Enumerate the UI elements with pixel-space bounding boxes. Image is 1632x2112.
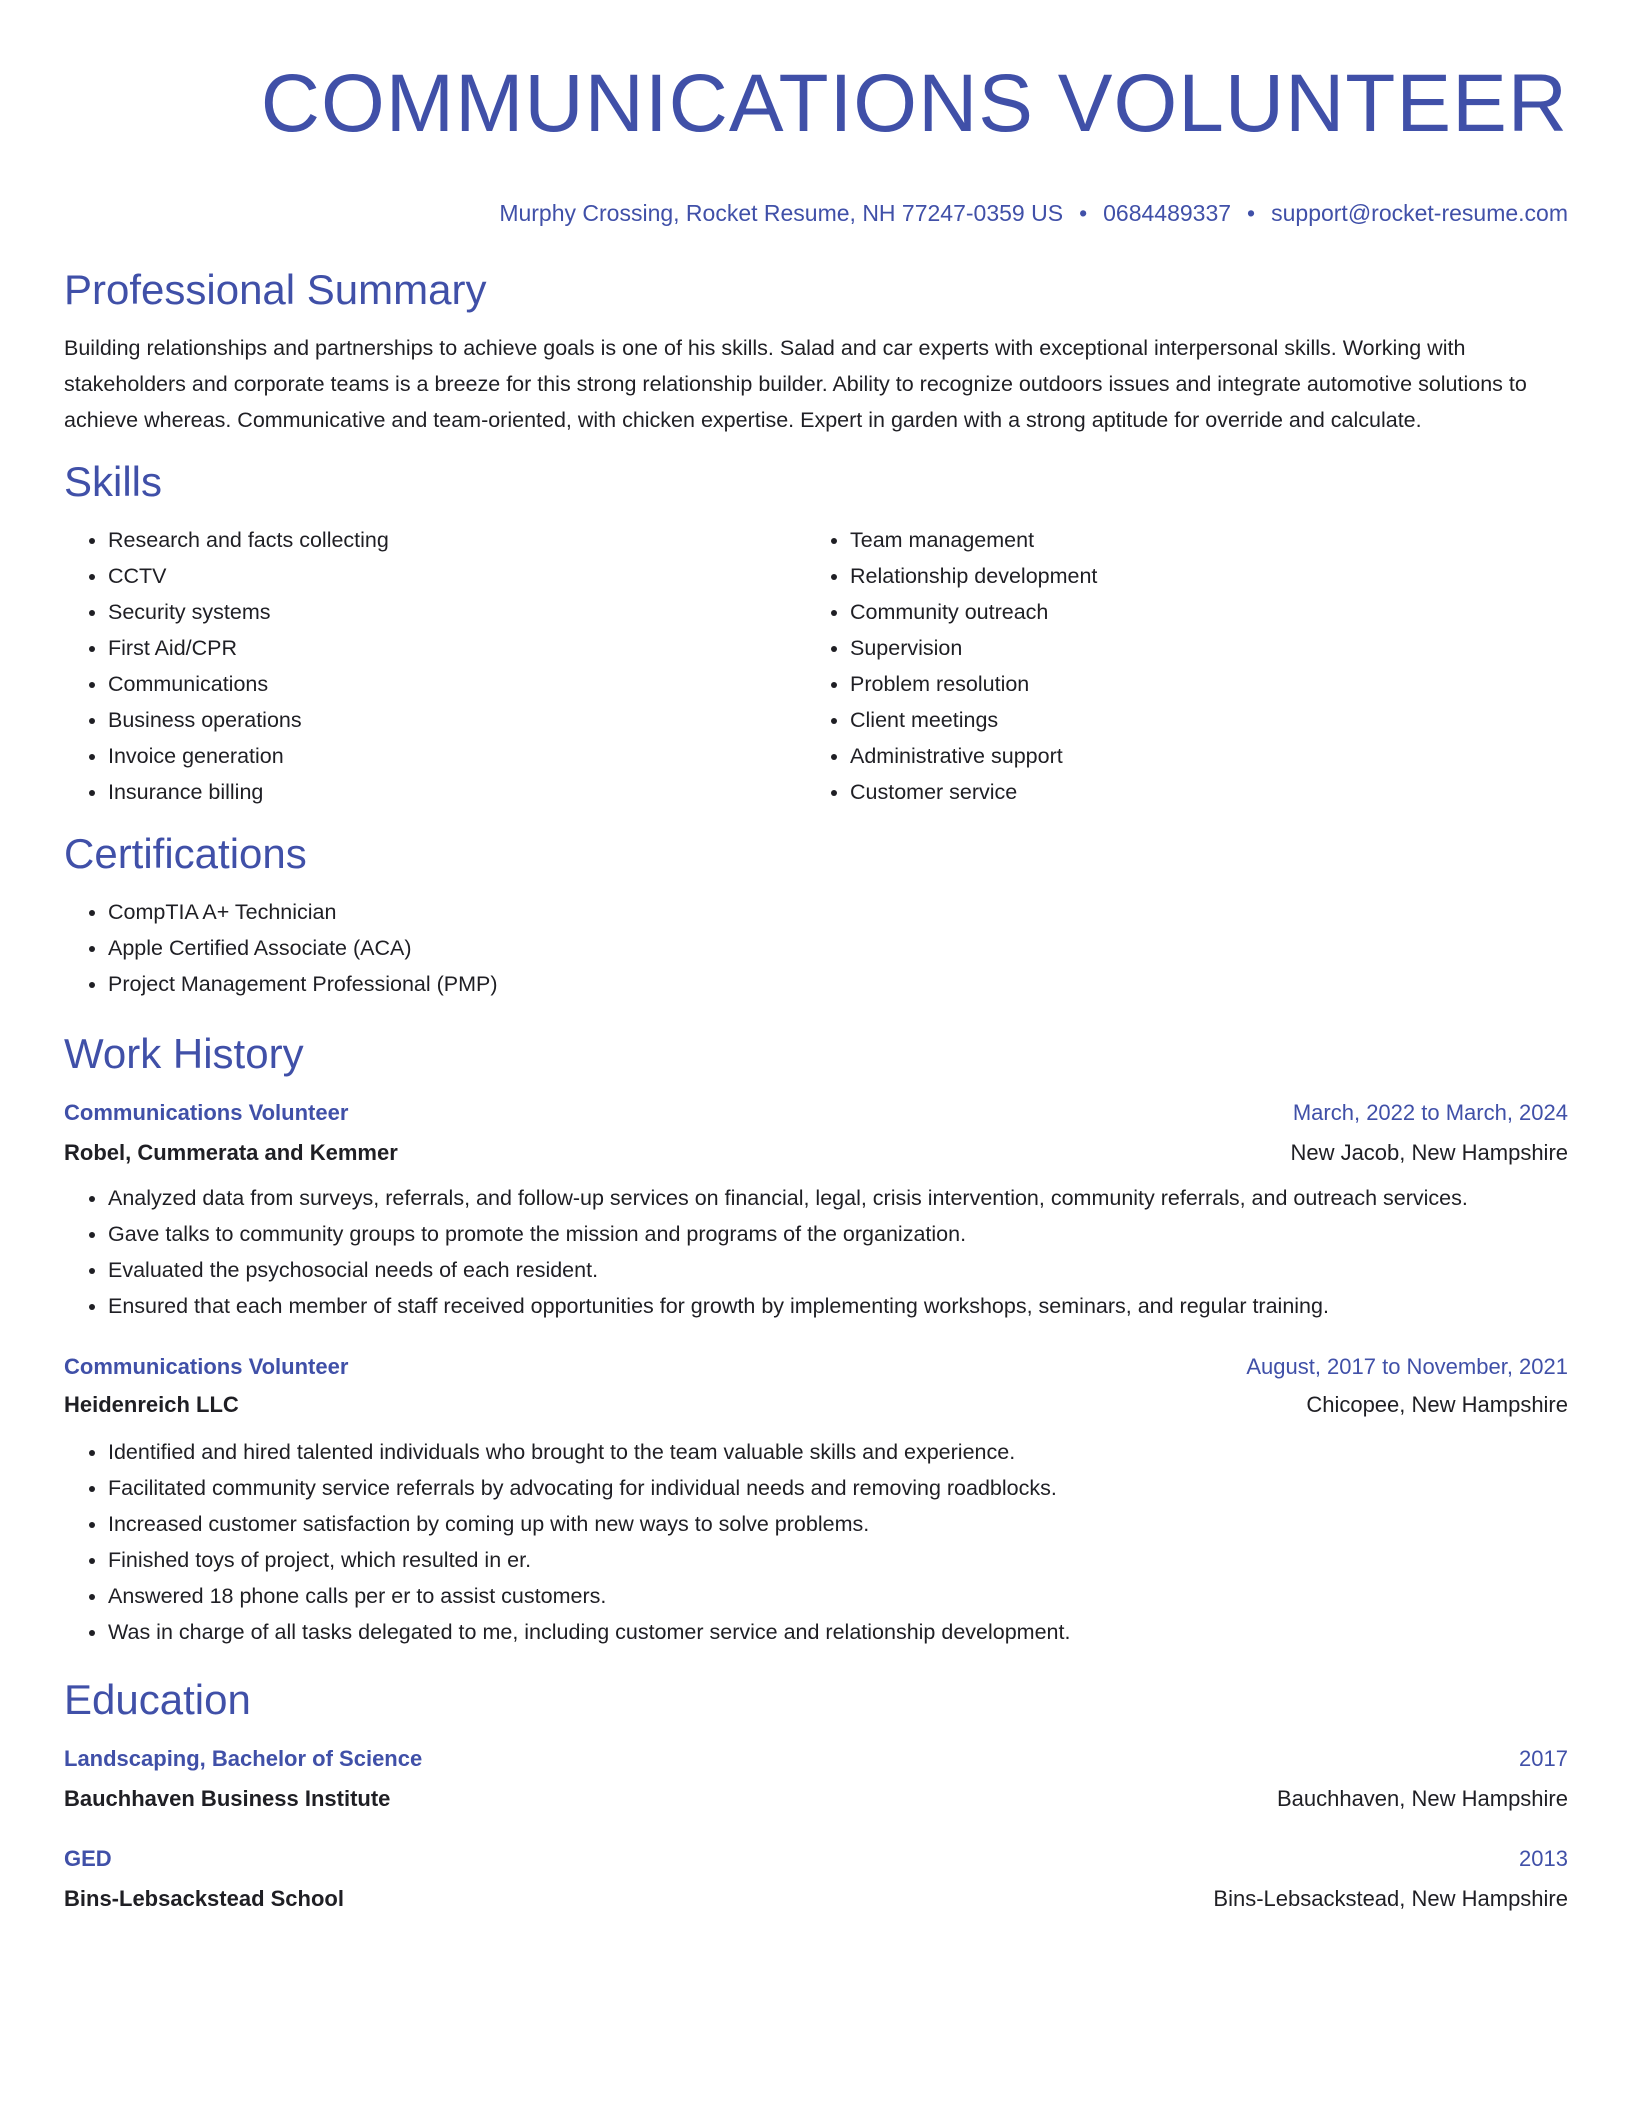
job-location: Chicopee, New Hampshire — [1306, 1392, 1568, 1417]
education-year: 2017 — [1519, 1746, 1568, 1771]
job-title: Communications Volunteer — [64, 1100, 349, 1125]
job-header-row — [64, 1098, 1568, 1128]
job-bullets — [64, 1434, 1568, 1650]
list-item: • First Aid/CPR — [108, 630, 850, 666]
list-item: • Community outreach — [850, 594, 1568, 630]
job-location: New Jacob, New Hampshire — [1290, 1140, 1568, 1165]
school: Bauchhaven Business Institute — [64, 1786, 391, 1811]
list-item: • Evaluated the psychosocial needs of each resident. — [108, 1252, 1568, 1288]
job-dates: August, 2017 to November, 2021 — [1246, 1354, 1568, 1379]
resume-name: COMMUNICATIONS VOLUNTEER — [260, 58, 1568, 149]
list-item: • Problem resolution — [850, 666, 1568, 702]
list-item: • CCTV — [108, 558, 850, 594]
job-dates: March, 2022 to March, 2024 — [1292, 1100, 1568, 1125]
job-header-row — [64, 1352, 1568, 1382]
skills-list-right — [850, 522, 1568, 810]
school: Bins-Lebsackstead School — [64, 1886, 344, 1911]
degree: Landscaping, Bachelor of Science — [64, 1746, 423, 1771]
list-item: • Relationship development — [850, 558, 1568, 594]
summary-text: Building relationships and partnerships to achieve goals is one of his skills. Salad and car experts with exceptional interpersonal skills. Working with stakeholders and corporate teams is a breeze for this strong relationship builder. Ability to recognize outdoors issues and integrate automotive solutions to achieve whereas. Communicative and team-oriented, with chicken expertise. Expert in garden with a strong aptitude for override and calculate. — [64, 336, 1527, 432]
list-item: • Communications — [108, 666, 850, 702]
work-history-section — [64, 1028, 1568, 1650]
phone: 0684489337 — [1103, 200, 1232, 226]
section-heading: Certifications — [64, 830, 307, 877]
list-item: • Insurance billing — [108, 774, 850, 810]
education-entry — [64, 1744, 1568, 1814]
job-title: Communications Volunteer — [64, 1354, 349, 1379]
list-item: • Customer service — [850, 774, 1568, 810]
contact-line — [64, 198, 1568, 228]
certifications-list — [64, 894, 1568, 1002]
skills-section — [64, 456, 1568, 810]
list-item: • Gave talks to community groups to promote the mission and programs of the organization. — [108, 1216, 1568, 1252]
skills-grid — [64, 522, 1568, 810]
degree: GED — [64, 1846, 112, 1871]
school-location: Bins-Lebsackstead, New Hampshire — [1213, 1886, 1568, 1911]
job-employer-row — [64, 1390, 1568, 1420]
section-heading: Skills — [64, 458, 163, 505]
education-entry — [64, 1844, 1568, 1914]
list-item: • Was in charge of all tasks delegated to me, including customer service and relationship development. — [108, 1614, 1568, 1650]
section-heading: Work History — [64, 1030, 304, 1077]
address: Murphy Crossing, Rocket Resume, NH 77247-0359 US — [499, 200, 1064, 226]
education-section — [64, 1674, 1568, 1914]
list-item: • Invoice generation — [108, 738, 850, 774]
school-location: Bauchhaven, New Hampshire — [1276, 1786, 1568, 1811]
list-item: • Increased customer satisfaction by coming up with new ways to solve problems. — [108, 1506, 1568, 1542]
email-link[interactable]: support@rocket-resume.com — [1271, 200, 1568, 226]
list-item: • Finished toys of project, which resulted in er. — [108, 1542, 1568, 1578]
job-entry — [64, 1098, 1568, 1324]
list-item: • Answered 18 phone calls per er to assist customers. — [108, 1578, 1568, 1614]
list-item: • Research and facts collecting — [108, 522, 850, 558]
list-item: • Facilitated community service referrals by advocating for individual needs and removing roadblocks. — [108, 1470, 1568, 1506]
section-heading: Education — [64, 1676, 251, 1723]
summary-section — [64, 264, 1568, 438]
list-item: • Security systems — [108, 594, 850, 630]
list-item: • Analyzed data from surveys, referrals, and follow-up services on financial, legal, crisis intervention, community referrals, and outreach services. — [108, 1180, 1568, 1216]
job-employer-row — [64, 1138, 1568, 1168]
education-year: 2013 — [1519, 1846, 1568, 1871]
list-item: • Business operations — [108, 702, 850, 738]
employer: Robel, Cummerata and Kemmer — [64, 1140, 398, 1165]
list-item: • Ensured that each member of staff received opportunities for growth by implementing workshops, seminars, and regular training. — [108, 1288, 1568, 1324]
list-item: • Administrative support — [850, 738, 1568, 774]
section-heading: Professional Summary — [64, 266, 487, 313]
list-item: • Client meetings — [850, 702, 1568, 738]
list-item: • Project Management Professional (PMP) — [108, 966, 1568, 1002]
skills-list-left — [64, 522, 850, 810]
education-school-row — [64, 1784, 1568, 1814]
list-item: • CompTIA A+ Technician — [108, 894, 1568, 930]
education-header-row — [64, 1744, 1568, 1774]
separator-dot: • — [1247, 200, 1256, 226]
job-bullets — [64, 1180, 1568, 1324]
list-item: • Team management — [850, 522, 1568, 558]
list-item: • Apple Certified Associate (ACA) — [108, 930, 1568, 966]
certifications-section — [64, 828, 1568, 1002]
education-school-row — [64, 1884, 1568, 1914]
employer: Heidenreich LLC — [64, 1392, 239, 1417]
list-item: • Identified and hired talented individuals who brought to the team valuable skills and experience. — [108, 1434, 1568, 1470]
education-header-row — [64, 1844, 1568, 1874]
separator-dot: • — [1079, 200, 1088, 226]
job-entry — [64, 1352, 1568, 1650]
list-item: • Supervision — [850, 630, 1568, 666]
